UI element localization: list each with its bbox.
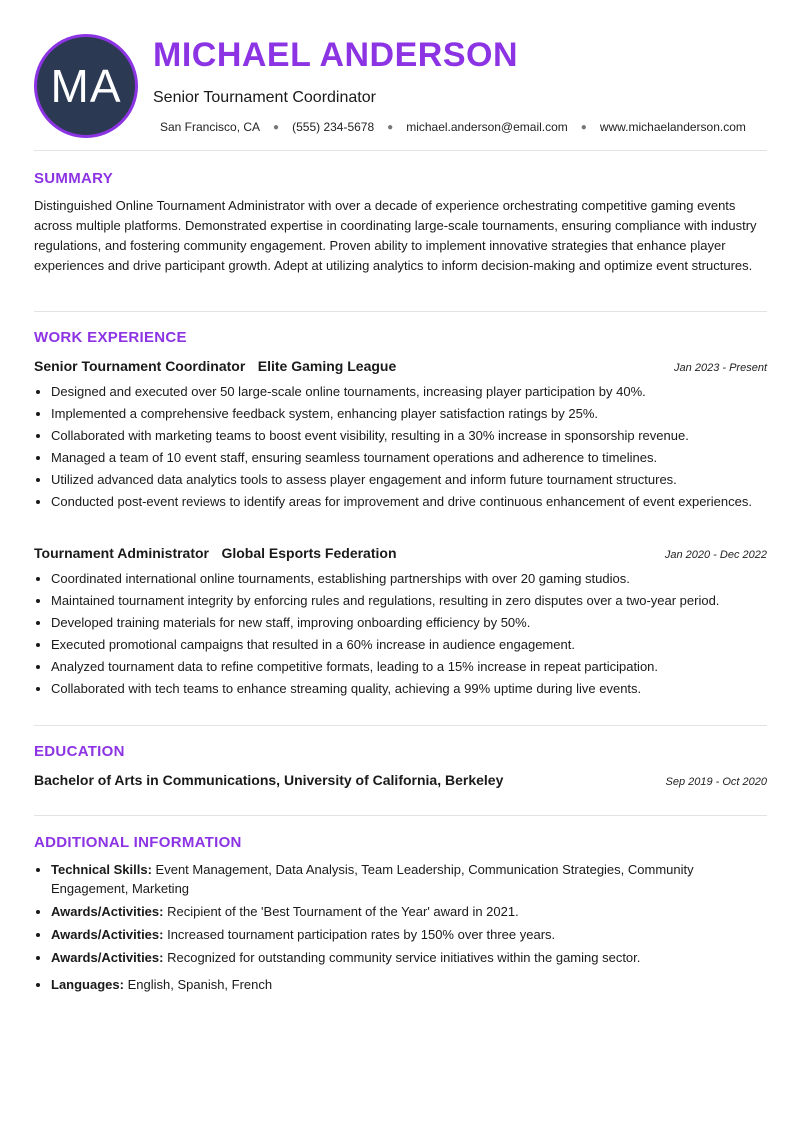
job-dates: Jan 2020 - Dec 2022 <box>664 549 767 561</box>
avatar <box>34 34 138 138</box>
list-item: • Collaborated with marketing teams to boost event visibility, resulting in a 30% increase in sponsorship revenue. <box>51 426 781 445</box>
item-label: Awards/Activities: <box>51 950 164 965</box>
section-divider <box>34 150 767 151</box>
additional-info-list <box>34 860 741 998</box>
job-bullets <box>34 569 781 701</box>
list-item: • Developed training materials for new staff, improving onboarding efficiency by 50%. <box>51 613 781 632</box>
contact-website[interactable]: www.michaelanderson.com <box>599 120 746 134</box>
item-label: Awards/Activities: <box>51 927 164 942</box>
item-label: Languages: <box>51 977 124 992</box>
list-item <box>51 948 741 967</box>
additional-info-heading: ADDITIONAL INFORMATION <box>34 834 242 851</box>
section-divider <box>34 311 767 312</box>
job-company: Global Esports Federation <box>221 545 397 561</box>
separator-dot-icon: ● <box>580 121 587 133</box>
item-label: Technical Skills: <box>51 862 152 877</box>
section-divider <box>34 725 767 726</box>
section-divider <box>34 815 767 816</box>
list-item: • Managed a team of 10 event staff, ensuring seamless tournament operations and adherence to timelines. <box>51 448 781 467</box>
contact-location: San Francisco, CA <box>160 120 261 134</box>
education-heading: EDUCATION <box>34 743 125 760</box>
separator-dot-icon: ● <box>387 121 394 133</box>
list-item: • Coordinated international online tournaments, establishing partnerships with over 20 gaming studios. <box>51 569 781 588</box>
job-bullets <box>34 382 781 514</box>
list-item <box>51 975 741 994</box>
item-text: Event Management, Data Analysis, Team Leadership, Communication Strategies, Community Engagement, Marketing <box>51 862 694 896</box>
list-item: • Collaborated with tech teams to enhance streaming quality, achieving a 99% uptime during live events. <box>51 679 781 698</box>
work-experience-heading: WORK EXPERIENCE <box>34 329 187 346</box>
item-text: English, Spanish, French <box>127 977 273 992</box>
summary-text: Distinguished Online Tournament Administrator with over a decade of experience orchestrating competitive gaming events across multiple platforms. Demonstrated expertise in coordinating large-scale tournaments, ensuring compliance with industry regulations, and fostering community engagement. Proven ability to implement innovative strategies that enhance player experiences and drive participant growth. Adept at utilizing analytics to inform decision-making and optimize event structures. <box>34 198 757 273</box>
job-dates: Jan 2023 - Present <box>674 362 767 374</box>
candidate-name: MICHAEL ANDERSON <box>153 36 519 74</box>
list-item: • Designed and executed over 50 large-scale online tournaments, increasing player participation by 40%. <box>51 382 781 401</box>
list-item: • Implemented a comprehensive feedback system, enhancing player satisfaction ratings by 25%. <box>51 404 781 423</box>
job-role: Tournament Administrator <box>34 545 210 561</box>
job-header <box>34 545 767 563</box>
education-degree: Bachelor of Arts in Communications, University of California, Berkeley <box>34 772 504 788</box>
avatar-initials: MA <box>50 60 122 112</box>
item-text: Recognized for outstanding community service initiatives within the gaming sector. <box>167 950 641 965</box>
education-entry <box>34 772 767 788</box>
summary-heading: SUMMARY <box>34 170 114 187</box>
candidate-title: Senior Tournament Coordinator <box>153 89 376 106</box>
list-item: • Maintained tournament integrity by enforcing rules and regulations, resulting in zero disputes over a two-year period. <box>51 591 781 610</box>
list-item: • Conducted post-event reviews to identify areas for improvement and drive continuous enhancement of event experiences. <box>51 492 781 511</box>
job-header <box>34 358 767 376</box>
job-role: Senior Tournament Coordinator <box>34 358 246 374</box>
list-item <box>51 902 741 921</box>
list-item <box>51 860 741 898</box>
list-item: • Utilized advanced data analytics tools to assess player engagement and inform future tournament structures. <box>51 470 781 489</box>
list-item: • Executed promotional campaigns that resulted in a 60% increase in audience engagement. <box>51 635 781 654</box>
list-item <box>51 925 741 944</box>
separator-dot-icon: ● <box>273 121 280 133</box>
item-text: Increased tournament participation rates by 150% over three years. <box>167 927 556 942</box>
contact-email[interactable]: michael.anderson@email.com <box>406 120 568 134</box>
item-text: Recipient of the 'Best Tournament of the Year' award in 2021. <box>167 904 519 919</box>
list-item: • Analyzed tournament data to refine competitive formats, leading to a 15% increase in repeat participation. <box>51 657 781 676</box>
education-dates: Sep 2019 - Oct 2020 <box>665 776 767 788</box>
job-company: Elite Gaming League <box>257 358 397 374</box>
contact-bar <box>160 120 746 134</box>
item-label: Awards/Activities: <box>51 904 164 919</box>
contact-phone: (555) 234-5678 <box>292 120 375 134</box>
